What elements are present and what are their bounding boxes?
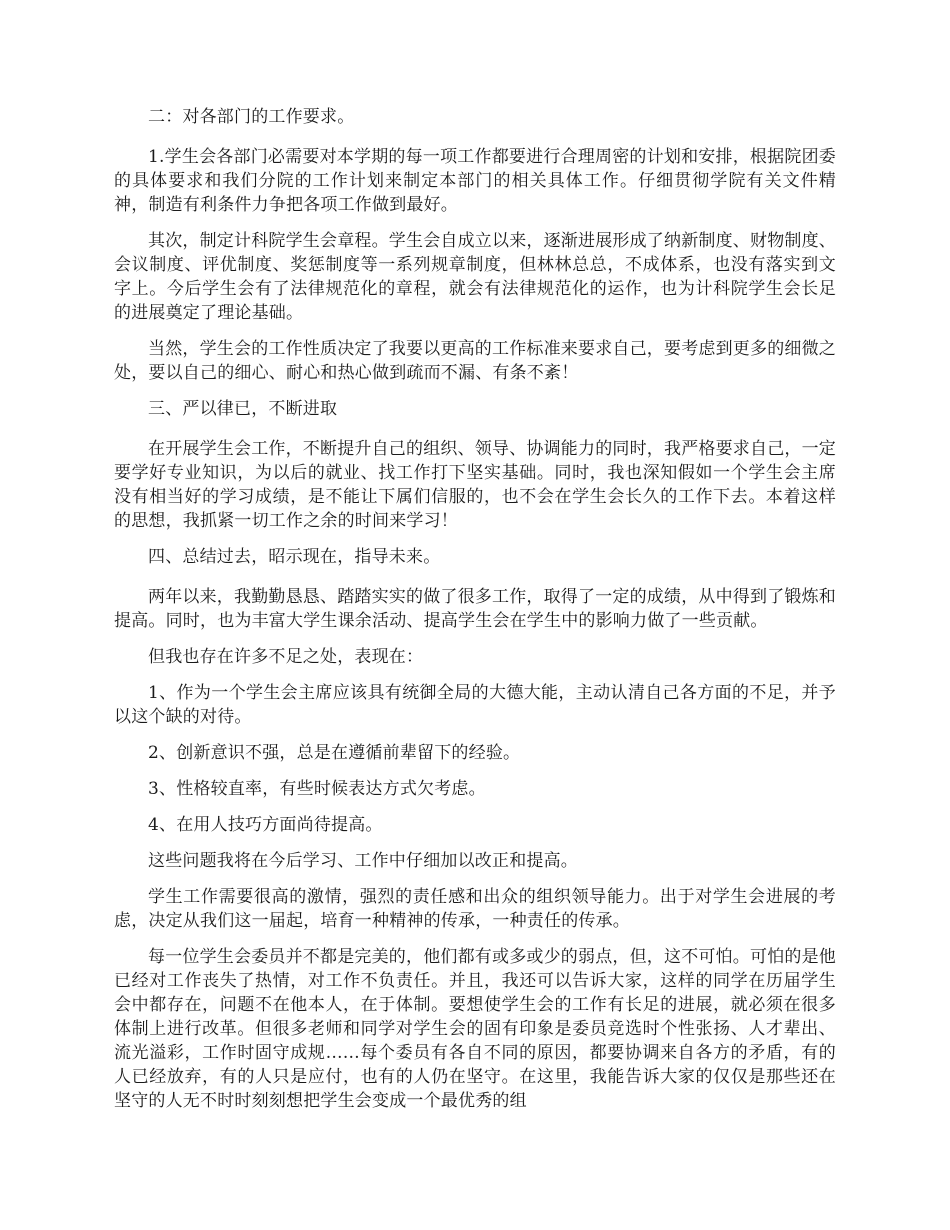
paragraph-department-requirements: 1.学生会各部门必需要对本学期的每一项工作都要进行合理周密的计划和安排，根据院团委的具体要求和我们分院的工作计划来制定本部门的相关具体工作。仔细贯彻学院有关文件精神，制造有利条件力争把各项工作做到最好。 — [114, 147, 836, 215]
paragraph-shortcomings-intro: 但我也存在许多不足之处，表现在： — [148, 647, 424, 667]
paragraph-improvement: 这些问题我将在今后学习、工作中仔细加以改正和提高。 — [148, 851, 578, 871]
paragraph-work-standard: 当然，学生会的工作性质决定了我要以更高的工作标准来要求自己，要考虑到更多的细微之处，要以自己的细心、耐心和热心做到疏而不漏、有条不紊！ — [114, 339, 836, 383]
section-heading-3: 三、严以律已，不断进取 — [148, 399, 338, 419]
paragraph-constitution: 其次，制定计科院学生会章程。学生会自成立以来，逐渐进展形成了纳新制度、财物制度、会议制度、评优制度、奖惩制度等一系列规章制度，但林林总总，不成体系，也没有落实到文字上。今后学生会有了法律规范化的章程，就会有法律规范化的运作，也为计科院学生会长足的进展奠定了理论基础。 — [114, 231, 836, 323]
list-item-shortcoming-1: 1、作为一个学生会主席应该具有统御全局的大德大能，主动认清自己各方面的不足，并予以这个缺的对待。 — [114, 683, 836, 727]
list-item-shortcoming-4: 4、在用人技巧方面尚待提高。 — [148, 815, 383, 835]
section-heading-4: 四、总结过去，昭示现在，指导未来。 — [148, 547, 441, 567]
section-heading-2: 二：对各部门的工作要求。 — [148, 107, 355, 127]
list-item-shortcoming-2: 2、创新意识不强，总是在遵循前辈留下的经验。 — [148, 743, 521, 763]
paragraph-two-years: 两年以来，我勤勤恳恳、踏踏实实的做了很多工作，取得了一定的成绩，从中得到了锻炼和提高。同时，也为丰富大学生课余活动、提高学生会在学生中的影响力做了一些贡献。 — [114, 587, 836, 631]
list-item-shortcoming-3: 3、性格较直率，有些时候表达方式欠考虑。 — [148, 779, 486, 799]
paragraph-committee-members: 每一位学生会委员并不都是完美的，他们都有或多或少的弱点，但，这不可怕。可怕的是他已经对工作丧失了热情，对工作不负责任。并且，我还可以告诉大家，这样的同学在历届学生会中都存在，问题不在他本人，在于体制。要想使学生会的工作有长足的进展，就必须在很多体制上进行改革。但很多老师和同学对学生会的固有印象是委员竞选时个性张扬、人才辈出、流光溢彩，工作时固守成规……每个委员有各自不同的原因，都要协调来自各方的矛盾，有的人已经放弃，有的人只是应付，也有的人仍在坚守。在这里，我能告诉大家的仅仅是那些还在坚守的人无不时时刻刻想把学生会变成一个最优秀的组 — [114, 947, 836, 1111]
paragraph-self-discipline: 在开展学生会工作，不断提升自己的组织、领导、协调能力的同时，我严格要求自己，一定要学好专业知识，为以后的就业、找工作打下坚实基础。同时，我也深知假如一个学生会主席没有相当好的学习成绩，是不能让下属们信服的，也不会在学生会长久的工作下去。本着这样的思想，我抓紧一切工作之余的时间来学习！ — [114, 439, 836, 531]
document-page — [114, 105, 836, 1125]
paragraph-passion: 学生工作需要很高的激情，强烈的责任感和出众的组织领导能力。出于对学生会进展的考虑，决定从我们这一届起，培育一种精神的传承，一种责任的传承。 — [114, 887, 836, 931]
